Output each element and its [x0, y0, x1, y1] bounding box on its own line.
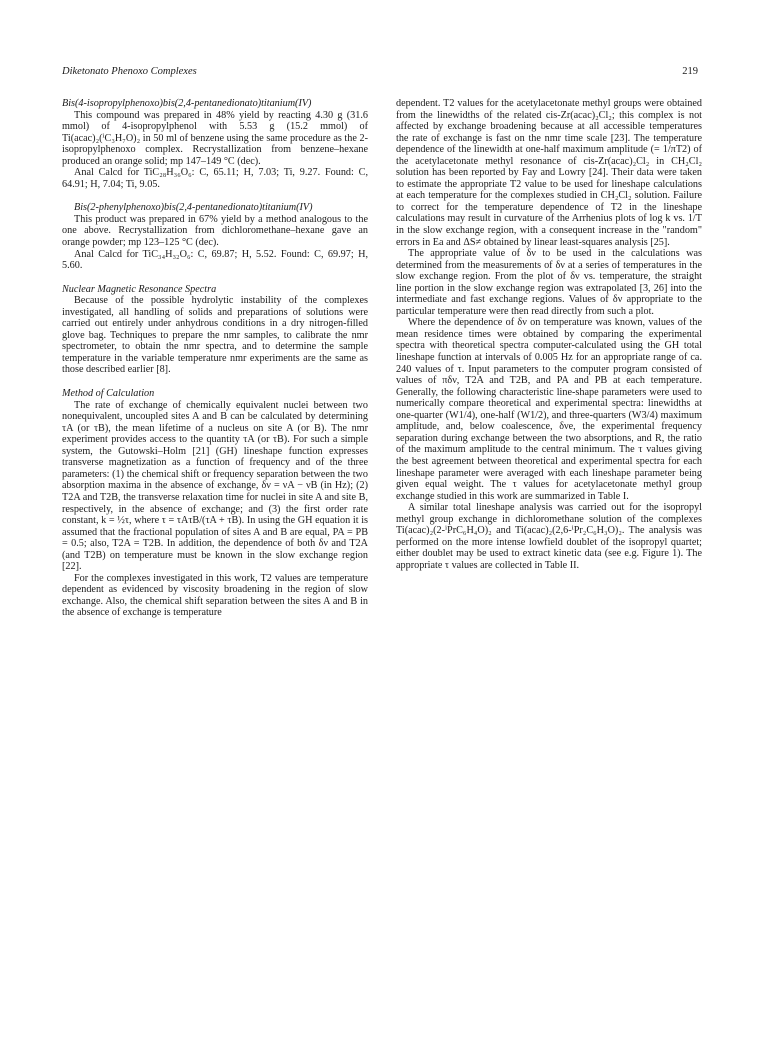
- right-paragraph-3: Where the dependence of δν on temperature was known, values of the mean residence times were obtained by comparing the experimental spectra with theoretical spectra computer-calculated using the GH total lineshape function at intervals of 0.005 Hz for an appropriate range of ca. 240 values of τ. Input parameters to the computer program consisted of values of πδν, T2A and T2B, and PA and PB at each temperature. Generally, the following characteristic line-shape parameters were used to numerically compare theoretical and experimental spectra: linewidths at one-quarter (W1/4), one-half (W1/2), and three-quarters (W3/4) maximum amplitude, and, below coalescence, δνe, the experimental frequency separation during exchange between the two absorptions, and R, the ratio of the maximum amplitude to the central minimum. The τ values giving the best agreement between theoretical and experimental spectra for each lineshape parameter were averaged with each lineshape parameter being given equal weight. The τ values for acetylacetonate methyl group exchange studied in this work are summarized in Table I.: [396, 317, 702, 502]
- right-paragraph-1: dependent. T2 values for the acetylacetonate methyl groups were obtained from the linewidths of the related cis-Zr(acac)₂Cl₂; this complex is not affected by exchange broadening because at all accessible temperatures the rate of exchange is fast on the nmr time scale [23]. The temperature dependence of the linewidth at one-half maximum amplitude (= 1/πT2) of the acetylacetonate methyl resonance of cis-Zr(acac)₂Cl₂ in CH₂Cl₂ solution has been reported by Fay and Lowry [24]. Their data were taken to estimate the appropriate T2 value to be used for lineshape calculations at each temperature for the complexes studied in CH₂Cl₂ solution. Failure to correct for the temperature dependence of T2 in the lineshape calculations may result in curvature of the Arrhenius plots of log k vs. 1/T in the slow exchange region, with a consequent increase in the "random" errors in Ea and ΔS≠ obtained by linear least-squares analysis [25].: [396, 98, 702, 248]
- right-paragraph-2: The appropriate value of δν to be used in the calculations was determined from the measurements of δν at a series of temperatures in the slow exchange region. From the plot of δν vs. temperature, the straight line portion in the slow exchange region was extrapolated [3, 26] into the intermediate and fast exchange regions. Values of δν appropriate to the particular temperature were then read directly from such a plot.: [396, 248, 702, 317]
- method-paragraph-2: For the complexes investigated in this work, T2 values are temperature dependent as evidenced by viscosity broadening in the region of slow exchange. Also, the chemical shift separation between the sites A and B in the absence of exchange is temperature: [62, 572, 368, 619]
- right-paragraph-4: A similar total lineshape analysis was carried out for the isopropyl methyl group exchange in dichloromethane solution of the complexes Ti(acac)₂(2-ⁱPrC₆H₄O)₂ and Ti(acac)₂(2,6-ⁱPr₂C₆H₃O)₂. The analysis was performed on the more intense lowfield doublet of the isopropyl quartet; either doublet may be used to extract kinetic data (see e.g. Figure 1). The appropriate τ values are collected in Table II.: [396, 502, 702, 571]
- compound2-title: Bis(2-phenylphenoxo)bis(2,4-pentanedionato)titanium(IV): [74, 202, 313, 214]
- compound1-preparation: This compound was prepared in 48% yield by reacting 4.30 g (31.6 mmol) of 4-isopropylphenol with 5.53 g (15.2 mmol) of Ti(acac)₂(ⁱC₃H₇O)₂ in 50 ml of benzene using the same procedure as the 2-isopropylphenoxo complex. Recrystallization from benzene–hexane produced an orange solid; mp 147–149 °C (dec).: [62, 109, 368, 167]
- nmr-section-heading: Nuclear Magnetic Resonance Spectra: [62, 283, 217, 295]
- compound1-title: Bis(4-isopropylphenoxo)bis(2,4-pentanedionato)titanium(IV): [62, 98, 312, 109]
- method-section-heading: Method of Calculation: [62, 388, 155, 400]
- running-title: Diketonato Phenoxo Complexes: [62, 66, 197, 77]
- right-column: [396, 98, 702, 571]
- compound2-preparation: This product was prepared in 67% yield by a method analogous to the one above. Recrystallization from dichloromethane–hexane gave an orange powder; mp 123–125 °C (dec).: [62, 213, 368, 249]
- page-number: 219: [682, 66, 698, 77]
- nmr-paragraph: Because of the possible hydrolytic instability of the complexes investigated, all handling of solids and preparations of solutions were carried out entirely under anhydrous conditions in a dry nitrogen-filled glove bag. Techniques to prepare the nmr samples, to calibrate the nmr spectrometer, to obtain the nmr spectra, and to determine the sample temperature in the variable temperature nmr experiments are the same as those described earlier [8].: [62, 295, 368, 376]
- page-header: [62, 66, 698, 82]
- left-column: [62, 98, 368, 619]
- method-paragraph-1: The rate of exchange of chemically equivalent nuclei between two nonequivalent, uncoupled sites A and B can be calculated by determining τA (or τB), the mean lifetime of a nucleus on site A (or B). The nmr experiment provides access to the quantity τA (or τB). For such a simple system, the Gutowski–Holm [21] (GH) lineshape function expresses transverse magnetization as a function of frequency and of the three parameters: (1) the chemical shift or frequency separation between the two absorption maxima in the absence of exchange, δν = νA − νB (in Hz); (2) T2A and T2B, the transverse relaxation time for nuclei in site A and site B, respectively, in the absence of exchange; and (3) the first order rate constant, k = ½τ, where τ = τAτB/(τA + τB). In using the GH equation it is assumed that the fractional population of sites A and B are equal, PA = PB = 0.5; also, T2A = T2B. In addition, the dependence of both δν and T2A (and T2B) on temperature must be known in the slow exchange region [22].: [62, 399, 368, 573]
- compound2-analysis: Anal Calcd for TiC₃₄H₃₂O₆: C, 69.87; H, 5.52. Found: C, 69.97; H, 5.60.: [62, 248, 368, 272]
- compound1-analysis: Anal Calcd for TiC₂₈H₃₆O₆: C, 65.11; H, 7.03; Ti, 9.27. Found: C, 64.91; H, 7.04; Ti, 9.05.: [62, 167, 368, 190]
